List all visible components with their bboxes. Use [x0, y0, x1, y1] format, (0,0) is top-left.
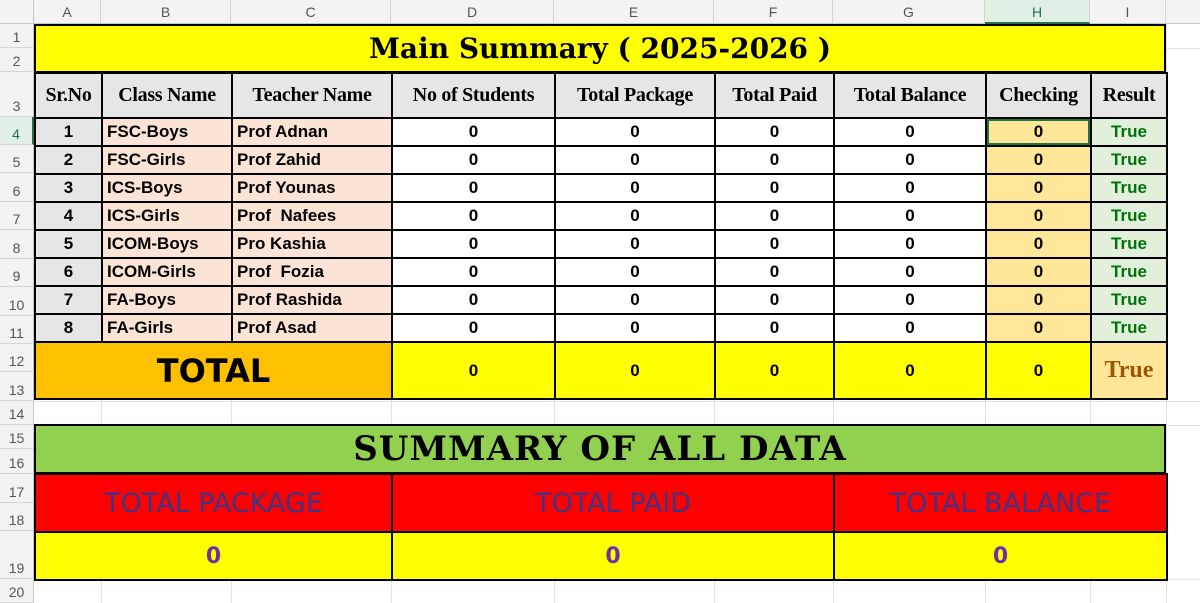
result-cell[interactable]: True — [1091, 258, 1167, 286]
total-package-cell[interactable]: 0 — [555, 342, 715, 399]
summary-total-package-label[interactable]: TOTAL PACKAGE — [35, 474, 392, 532]
column-header-i[interactable]: I — [1090, 0, 1166, 24]
column-header-j[interactable] — [1166, 0, 1200, 24]
package-cell[interactable]: 0 — [555, 314, 715, 342]
students-cell[interactable]: 0 — [392, 146, 555, 174]
paid-cell[interactable]: 0 — [715, 202, 834, 230]
checking-cell[interactable]: 0 — [986, 258, 1091, 286]
column-header-f[interactable]: F — [714, 0, 833, 24]
package-cell[interactable]: 0 — [555, 202, 715, 230]
teacher-name-cell[interactable]: Prof Adnan — [232, 118, 392, 146]
column-header-b[interactable]: B — [101, 0, 231, 24]
package-cell[interactable]: 0 — [555, 286, 715, 314]
paid-cell[interactable]: 0 — [715, 146, 834, 174]
row-header-11[interactable]: 11 — [0, 316, 34, 344]
column-header-d[interactable]: D — [391, 0, 554, 24]
checking-cell[interactable]: 0 — [986, 202, 1091, 230]
result-cell[interactable]: True — [1091, 118, 1167, 146]
students-cell[interactable]: 0 — [392, 202, 555, 230]
column-header-h[interactable]: H — [985, 0, 1090, 24]
checking-cell[interactable]: 0 — [986, 146, 1091, 174]
checking-cell[interactable]: 0 — [986, 286, 1091, 314]
row-header-13[interactable]: 13 — [0, 372, 34, 401]
row-header-1[interactable]: 1 — [0, 24, 34, 48]
students-cell[interactable]: 0 — [392, 314, 555, 342]
sr-no-cell[interactable]: 5 — [35, 230, 102, 258]
paid-cell[interactable]: 0 — [715, 174, 834, 202]
students-cell[interactable]: 0 — [392, 230, 555, 258]
teacher-name-cell[interactable]: Prof Asad — [232, 314, 392, 342]
gridline — [34, 401, 1200, 402]
students-cell[interactable]: 0 — [392, 174, 555, 202]
header-class-name[interactable]: Class Name — [102, 73, 232, 118]
teacher-name-cell[interactable]: Prof Zahid — [232, 146, 392, 174]
balance-cell[interactable]: 0 — [834, 230, 986, 258]
row-header-15[interactable]: 15 — [0, 425, 34, 449]
summary-title[interactable]: SUMMARY OF ALL DATA — [34, 424, 1166, 474]
class-name-cell[interactable]: ICOM-Girls — [102, 258, 232, 286]
class-name-cell[interactable]: ICS-Boys — [102, 174, 232, 202]
table-row — [35, 202, 1167, 230]
table-row — [35, 286, 1167, 314]
header-result[interactable]: Result — [1091, 73, 1167, 118]
sr-no-cell[interactable]: 8 — [35, 314, 102, 342]
summary-total-balance-value[interactable]: 0 — [834, 532, 1167, 580]
balance-cell[interactable]: 0 — [834, 286, 986, 314]
paid-cell[interactable]: 0 — [715, 118, 834, 146]
checking-cell[interactable]: 0 — [986, 230, 1091, 258]
table-row — [35, 258, 1167, 286]
row-header-18[interactable]: 18 — [0, 503, 34, 531]
package-cell[interactable]: 0 — [555, 174, 715, 202]
header-checking[interactable]: Checking — [986, 73, 1091, 118]
package-cell[interactable]: 0 — [555, 146, 715, 174]
students-cell[interactable]: 0 — [392, 118, 555, 146]
result-cell[interactable]: True — [1091, 314, 1167, 342]
summary-total-paid-value[interactable]: 0 — [392, 532, 834, 580]
class-name-cell[interactable]: ICOM-Boys — [102, 230, 232, 258]
teacher-name-cell[interactable]: Prof Fozia — [232, 258, 392, 286]
row-header-6[interactable]: 6 — [0, 173, 34, 202]
package-cell[interactable]: 0 — [555, 258, 715, 286]
teacher-name-cell[interactable]: Prof Younas — [232, 174, 392, 202]
paid-cell[interactable]: 0 — [715, 286, 834, 314]
total-balance-cell[interactable]: 0 — [834, 342, 986, 399]
column-header-c[interactable]: C — [231, 0, 391, 24]
column-header-a[interactable]: A — [34, 0, 101, 24]
row-header-20[interactable]: 20 — [0, 579, 34, 603]
teacher-name-cell[interactable]: Prof Nafees — [232, 202, 392, 230]
main-summary-title[interactable]: Main Summary ( 2025-2026 ) — [34, 24, 1166, 73]
result-cell[interactable]: True — [1091, 286, 1167, 314]
total-row — [35, 342, 1167, 399]
balance-cell[interactable]: 0 — [834, 202, 986, 230]
result-cell[interactable]: True — [1091, 146, 1167, 174]
header-total-balance[interactable]: Total Balance — [834, 73, 986, 118]
header-sr-no[interactable]: Sr.No — [35, 73, 102, 118]
checking-cell[interactable]: 0 — [986, 314, 1091, 342]
class-name-cell[interactable]: ICS-Girls — [102, 202, 232, 230]
row-header-12[interactable]: 12 — [0, 344, 34, 372]
teacher-name-cell[interactable]: Pro Kashia — [232, 230, 392, 258]
column-header-e[interactable]: E — [554, 0, 714, 24]
row-header-17[interactable]: 17 — [0, 474, 34, 503]
row-header-4[interactable]: 4 — [0, 117, 34, 145]
table-row — [35, 118, 1167, 146]
row-header-10[interactable]: 10 — [0, 287, 34, 316]
checking-cell-selected[interactable]: 0 — [986, 118, 1091, 146]
students-cell[interactable]: 0 — [392, 258, 555, 286]
package-cell[interactable]: 0 — [555, 118, 715, 146]
sr-no-cell[interactable]: 3 — [35, 174, 102, 202]
students-cell[interactable]: 0 — [392, 286, 555, 314]
header-total-paid[interactable]: Total Paid — [715, 73, 834, 118]
header-teacher-name[interactable]: Teacher Name — [232, 73, 392, 118]
sr-no-cell[interactable]: 6 — [35, 258, 102, 286]
paid-cell[interactable]: 0 — [715, 258, 834, 286]
result-cell[interactable]: True — [1091, 174, 1167, 202]
class-name-cell[interactable]: FA-Boys — [102, 286, 232, 314]
paid-cell[interactable]: 0 — [715, 230, 834, 258]
row-header-16[interactable]: 16 — [0, 449, 34, 474]
table-row — [35, 174, 1167, 202]
select-all-corner[interactable] — [0, 0, 34, 24]
sr-no-cell[interactable]: 1 — [35, 118, 102, 146]
row-header-14[interactable]: 14 — [0, 401, 34, 425]
result-cell[interactable]: True — [1091, 230, 1167, 258]
balance-cell[interactable]: 0 — [834, 146, 986, 174]
main-summary-table — [34, 72, 1168, 400]
package-cell[interactable]: 0 — [555, 230, 715, 258]
table-row — [35, 146, 1167, 174]
teacher-name-cell[interactable]: Prof Rashida — [232, 286, 392, 314]
sr-no-cell[interactable]: 4 — [35, 202, 102, 230]
total-label[interactable]: TOTAL — [35, 342, 392, 399]
row-header-2[interactable]: 2 — [0, 48, 34, 72]
summary-total-package-value[interactable]: 0 — [35, 532, 392, 580]
balance-cell[interactable]: 0 — [834, 314, 986, 342]
summary-total-balance-label[interactable]: TOTAL BALANCE — [834, 474, 1167, 532]
total-students-cell[interactable]: 0 — [392, 342, 555, 399]
checking-cell[interactable]: 0 — [986, 174, 1091, 202]
table-row — [35, 314, 1167, 342]
total-paid-cell[interactable]: 0 — [715, 342, 834, 399]
row-header-19[interactable]: 19 — [0, 531, 34, 579]
paid-cell[interactable]: 0 — [715, 314, 834, 342]
header-no-of-students[interactable]: No of Students — [392, 73, 555, 118]
class-name-cell[interactable]: FSC-Girls — [102, 146, 232, 174]
balance-cell[interactable]: 0 — [834, 174, 986, 202]
row-header-3[interactable]: 3 — [0, 72, 34, 117]
row-header-5[interactable]: 5 — [0, 145, 34, 173]
header-total-package[interactable]: Total Package — [555, 73, 715, 118]
sr-no-cell[interactable]: 7 — [35, 286, 102, 314]
class-name-cell[interactable]: FA-Girls — [102, 314, 232, 342]
summary-table — [34, 473, 1168, 581]
row-header-9[interactable]: 9 — [0, 259, 34, 287]
result-cell[interactable]: True — [1091, 202, 1167, 230]
total-result-cell[interactable]: True — [1091, 342, 1167, 399]
row-header-7[interactable]: 7 — [0, 202, 34, 230]
table-row — [35, 230, 1167, 258]
total-checking-cell[interactable]: 0 — [986, 342, 1091, 399]
summary-total-paid-label[interactable]: TOTAL PAID — [392, 474, 834, 532]
column-header-g[interactable]: G — [833, 0, 985, 24]
class-name-cell[interactable]: FSC-Boys — [102, 118, 232, 146]
balance-cell[interactable]: 0 — [834, 258, 986, 286]
row-header-8[interactable]: 8 — [0, 230, 34, 259]
sr-no-cell[interactable]: 2 — [35, 146, 102, 174]
balance-cell[interactable]: 0 — [834, 118, 986, 146]
